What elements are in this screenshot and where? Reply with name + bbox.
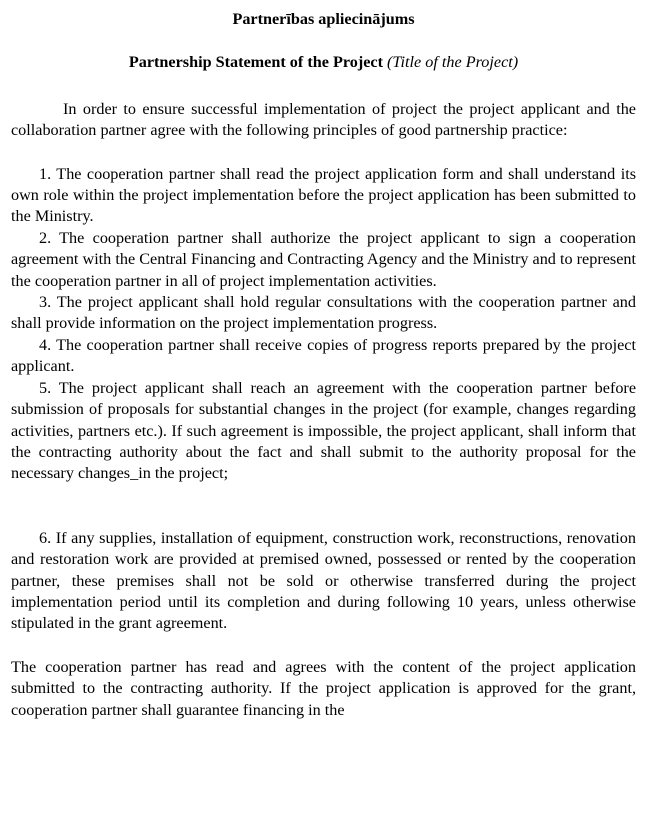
- document-title-en-main: Partnership Statement of the Project: [128, 53, 383, 72]
- closing-paragraph: The cooperation partner has read and agrees with the content of the project application submitted to the contracting authority. If the project application is approved for the grant, cooperation partner shall guarantee financing in the: [11, 657, 636, 719]
- numbered-item-5: 5. The project applicant shall reach an agreement with the cooperation partner before submission of proposals for substantial changes in the project (for example, changes regarding activities, partners etc.). If such agreement is impossible, the project applicant, shall inform that the contracting authority about the fact and shall submit to the authority proposal for the necessary changes_in the project;: [11, 378, 636, 483]
- numbered-item-2: 2. The cooperation partner shall authorize the project applicant to sign a cooperation agreement with the Central Financing and Contracting Agency and the Ministry and to represent the cooperation partner in all of project implementation activities.: [11, 228, 636, 290]
- document-title-en-subtitle: (Title of the Project): [387, 53, 519, 72]
- intro-paragraph: In order to ensure successful implementation of project the project applicant and the collaboration partner agree with the following principles of good partnership practice:: [11, 99, 636, 140]
- numbered-item-1: 1. The cooperation partner shall read the project application form and shall understand its own role within the project implementation before the project application has been submitted to the Ministry.: [11, 164, 636, 226]
- document-title-en: [11, 52, 636, 73]
- numbered-item-6: 6. If any supplies, installation of equipment, construction work, reconstructions, renovation and restoration work are provided at premised owned, possessed or rented by the cooperation partner, these premises shall not be sold or otherwise transferred during the project implementation period until its completion and during following 10 years, unless otherwise stipulated in the grant agreement.: [11, 528, 636, 633]
- document-title-lv: Partnerības apliecinājums: [232, 10, 415, 28]
- numbered-item-3: 3. The project applicant shall hold regular consultations with the cooperation partner and shall provide information on the project implementation progress.: [11, 293, 636, 333]
- numbered-item-4: 4. The cooperation partner shall receive copies of progress reports prepared by the project applicant.: [11, 335, 636, 376]
